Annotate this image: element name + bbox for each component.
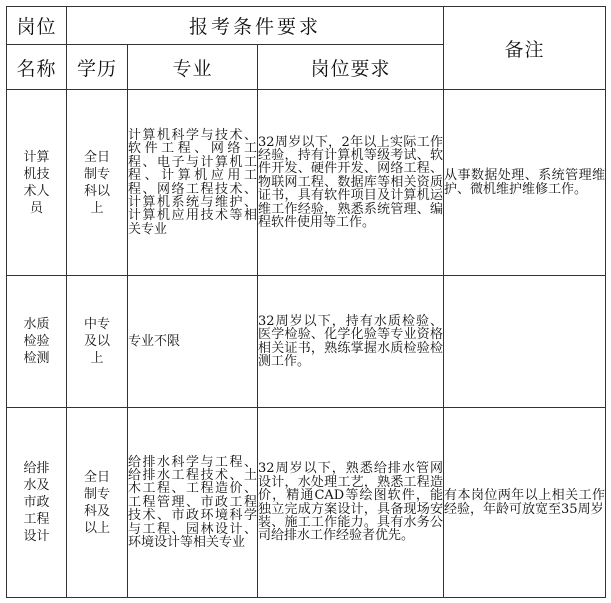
row-position-name-text: 计算机技术人员 [23,149,50,216]
header-major [128,45,258,90]
row-position-name-text: 水质检验检测 [23,317,50,366]
row-major: 专业不限 [128,276,258,408]
row-requirement: 32周岁以下，2年以上实际工作经验，持有计算机等级考试、软件开发、硬件开发、网络工程、物联网工程、数据库等相关资质证书，具有软件项目及计算机运维工作经验，熟悉系统管理、编程软件使用等工作。 [258,90,444,276]
table-row [7,276,606,408]
header-remarks-text: 备注 [504,38,545,61]
row-education [67,90,128,276]
row-major: 计算机科学与技术、软件工程、网络工程、电子与计算机工程、计算机应用工程、网络工程技术、计算机系统与维护、计算机应用技术等相关专业 [128,90,258,276]
row-remarks: 有本岗位两年以上相关工作经验，年龄可放宽至35周岁 [444,408,606,598]
header-requirement [258,45,444,90]
header-position-top [7,7,67,45]
header-education [67,45,128,90]
row-education-text: 中专及以上 [83,317,110,366]
header-position-bottom [7,45,67,90]
row-education-text: 全日制专科以上 [83,149,110,216]
row-position-name [7,408,67,598]
header-remarks [444,7,606,90]
row-education [67,276,128,408]
row-requirement: 32周岁以下，熟悉给排水管网设计，水处理工艺，熟悉工程造价，精通CAD等绘图软件，能独立完成方案设计，具备现场安装、施工工作能力。具有水务公司给排水工作经验者优先。 [258,408,444,598]
row-position-name-text: 给排水及市政工程设计 [23,461,50,544]
table-row [7,408,606,598]
header-education-text: 学历 [76,57,117,80]
row-education [67,408,128,598]
row-education-text: 全日制专科及以上 [83,469,110,536]
row-major: 给排水科学与工程、给排水工程技术、土木工程、工程造价、工程管理、市政工程技术、市政环境科学与工程、园林设计、环境设计等相关专业 [128,408,258,598]
header-position-top-text: 岗位 [16,16,57,38]
header-position-bottom-text: 名称 [16,57,57,80]
table-row [7,90,606,276]
header-requirement-text: 岗位要求 [310,57,391,80]
row-position-name [7,276,67,408]
row-remarks: 从事数据处理、系统管理维护、微机维护维修工作。 [444,90,606,276]
row-remarks [444,276,606,408]
header-major-text: 专业 [172,57,213,80]
row-requirement: 32周岁以下，持有水质检验、医学检验、化学化验等专业资格相关证书，熟练掌握水质检验检测工作。 [258,276,444,408]
header-conditions [67,7,444,45]
header-conditions-text: 报考条件要求 [189,16,322,38]
recruitment-table [6,6,606,598]
row-position-name [7,90,67,276]
